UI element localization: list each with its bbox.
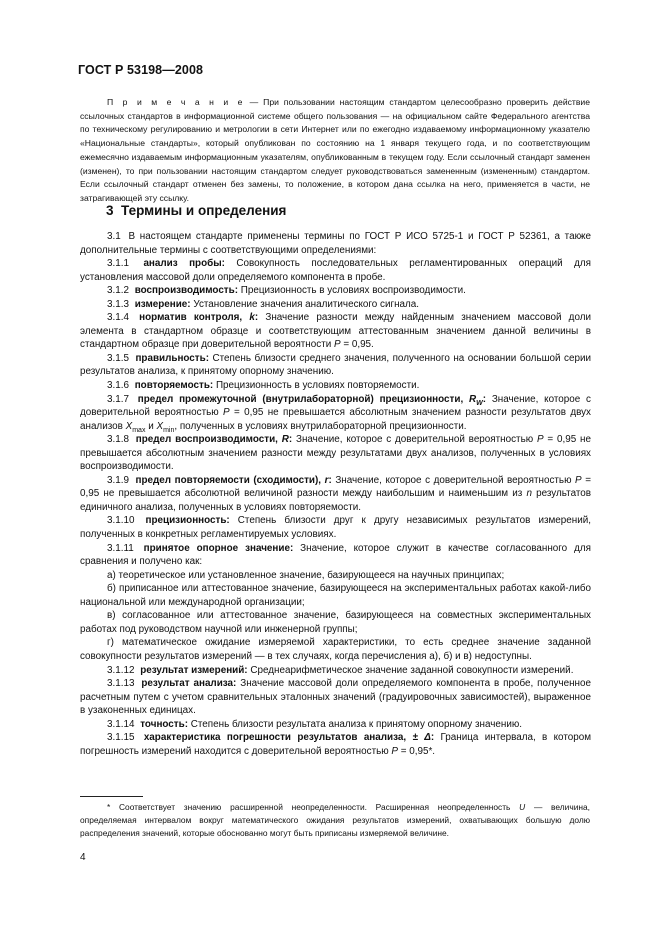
term: результат измерений: [140, 664, 248, 676]
term: предел повторяемости (сходимости), [135, 474, 322, 486]
list-item-a: а) теоретическое или установленное значение, базирующееся на научных принципах; [107, 569, 505, 581]
clause-3-1-13: 3.1.13 результат анализа: Значение массовой доли определяемого компонента в пробе, полученное расчетным путем с учетом сравнительных эталонных значений (градуировочных зависимостей), выраженное в узаконенных единицах. [80, 678, 591, 717]
term: предел промежуточной (внутрилабораторной) прецизионности, [137, 393, 464, 405]
footnote: * Соответствует значению расширенной неопределенности. Расширенная неопределенность U — величина, определяемая интервалом вокруг математического ожидания результатов измерений, охватывающих большую долю распределения значений, которые обоснованно могут быть приписаны измеряемой величине. [80, 802, 590, 839]
clause-3-1: 3.1 В настоящем стандарте применены термины по ГОСТ Р ИСО 5725-1 и ГОСТ Р 52361, а также дополнительные термины с соответствующими определениями: [80, 231, 592, 256]
clause-3-1-6: 3.1.6 повторяемость: Прецизионность в условиях повторяемости. [107, 380, 420, 392]
symbol: ± Δ [412, 732, 431, 744]
term: предел воспроизводимости, [135, 434, 278, 446]
term: результат анализа: [141, 678, 237, 690]
clause-3-1-14: 3.1.14 точность: Степень близости результата анализа к принятому опорному значению. [107, 718, 523, 730]
clause-3-1-12: 3.1.12 результат измерений: Среднеарифметическое значение заданной совокупности измерений. [107, 664, 574, 676]
clause-3-1-15: 3.1.15 характеристика погрешности результатов анализа, ± Δ: Граница интервала, в котором погрешность измерений находится с доверительной вероятностью P = 0,95*. [80, 732, 592, 757]
clause-3-1-7: 3.1.7 предел промежуточной (внутрилабораторной) прецизионности, $R_W$: Значение, которое с доверительной вероятностью P = 0,95 не превышается абсолютным значением разности результатов двух анализов $X_{max}$ и $X_{min}$, полученных в условиях внутрилабораторной прецизионности. [80, 393, 591, 434]
term: норматив контроля, [139, 312, 243, 324]
symbol: r [324, 474, 329, 486]
clause-3-1-5: 3.1.5 правильность: Степень близости среднего значения, полученного на основании большой серии результатов анализа, к принятому опорному значению. [80, 352, 591, 378]
term: повторяемость: [134, 380, 214, 392]
clause-3-1-9: 3.1.9 предел повторяемости (сходимости), r: Значение, которое с доверительной вероятностью P = 0,95 не превышается абсолютной величиной разности между наибольшим и наименьшим из n результатов единичного анализа, полученных в условиях повторяемости. [80, 474, 591, 513]
clause-3-1-8: 3.1.8 предел воспроизводимости, R: Значение, которое с доверительной вероятностью P = 0,95 не превышается абсолютным значением разности между результатами двух анализов, полученных в условиях воспроизводимости. [80, 434, 591, 473]
term: точность: [140, 718, 188, 730]
section-body [80, 230, 591, 758]
section-heading [106, 203, 286, 218]
list-item-g: г) математическое ожидание измеряемой характеристики, то есть среднее значение заданной совокупности результатов измерений — в тех случаях, когда перечисления а), б) и в) недоступны. [80, 637, 591, 662]
section-number: 3 [106, 203, 114, 218]
term: воспроизводимость: [134, 285, 239, 297]
symbol: R [468, 393, 477, 405]
list-item-b: б) приписанное или аттестованное значение, базирующееся на экспериментальных работах какой-либо национальной или международной организации; [80, 583, 591, 608]
clause-3-1-11: 3.1.11 принятое опорное значение: Значение, которое служит в качестве согласованного для сравнения и получено как: [80, 542, 591, 568]
clause-3-1-3: 3.1.3 измерение: Установление значения аналитического сигнала. [107, 298, 420, 310]
reference-note [80, 96, 590, 206]
standard-header: ГОСТ Р 53198—2008 [78, 63, 204, 77]
clause-3-1-10: 3.1.10 прецизионность: Степень близости друг к другу независимых результатов измерений, полученных в конкретных регламентируемых условиях. [80, 515, 591, 541]
term: анализ пробы: [143, 258, 225, 270]
term: прецизионность: [145, 515, 230, 527]
clause-3-1-2: 3.1.2 воспроизводимость: Прецизионность в условиях воспроизводимости. [107, 285, 466, 297]
note-label: П р и м е ч а н и е [107, 97, 245, 107]
page-number: 4 [80, 852, 86, 863]
list-item-v: в) согласованное или аттестованное значение, базирующееся на совместных экспериментальных работах под руководством научной или инженерной группы; [80, 610, 591, 635]
term: характеристика погрешности результатов анализа, [143, 732, 407, 744]
symbol: k [249, 312, 255, 324]
term: измерение: [134, 298, 191, 310]
term: принятое опорное значение: [143, 542, 294, 554]
section-title: Термины и определения [121, 203, 287, 218]
clause-3-1-4: 3.1.4 норматив контроля, k: Значение разности между найденным значением массовой доли элемента в стандартном образце и соответствующим аттестованным значением данной величины в стандартном образце при доверительной вероятности P = 0,95. [80, 312, 591, 351]
footnote-divider [80, 796, 143, 797]
note-text: — При пользовании настоящим стандартом целесообразно проверить действие ссылочных стандартов в информационной системе общего пользования — на официальном сайте Федерального агентства по техническому регулированию и метрологии в сети Интернет или по ежегодно издаваемому информационному указателю «Национальные стандарты», который опубликован по состоянию на 1 января текущего года, и по соответствующим ежемесячно издаваемым информационным указателям, опубликованным в текущем году. Если ссылочный стандарт заменен (изменен), то при пользовании настоящим стандартом следует руководствоваться замененным (измененным) стандартом. Если ссылочный стандарт отменен без замены, то положение, в котором дана ссылка на него, применяется в части, не затрагивающей эту ссылку. [80, 97, 590, 203]
clause-3-1-1: 3.1.1 анализ пробы: Совокупность последовательных регламентированных операций для установления массовой доли определяемого компонента в пробе. [80, 258, 592, 283]
term: правильность: [135, 352, 209, 364]
symbol: R [281, 434, 289, 446]
